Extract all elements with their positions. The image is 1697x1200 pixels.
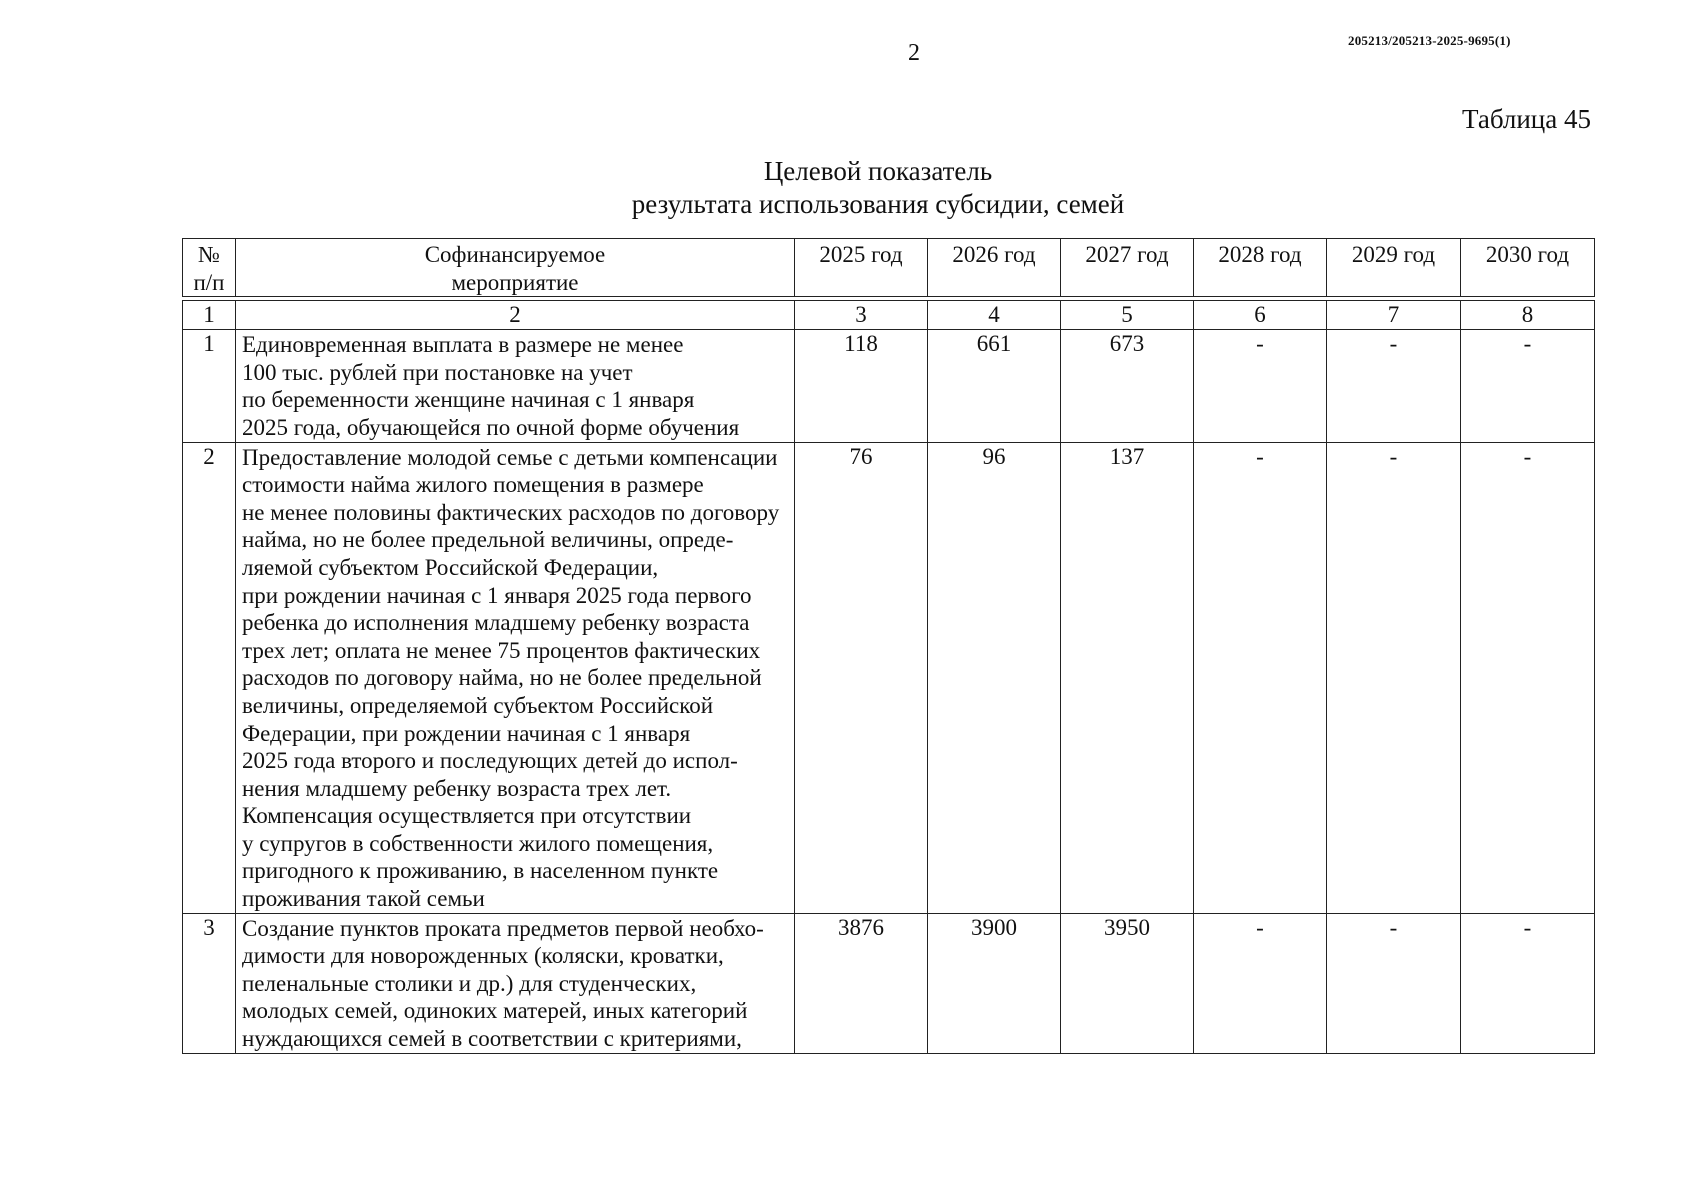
description-line: 100 тыс. рублей при постановке на учет [242, 359, 633, 385]
column-number: 7 [1327, 301, 1461, 330]
header-num-line: п/п [193, 269, 225, 295]
value-cell: 96 [928, 442, 1061, 913]
description-line: расходов по договору найма, но не более предельной [242, 665, 762, 691]
title-line: Целевой показатель [763, 156, 993, 186]
table-title [0, 155, 1697, 221]
description-line: Создание пунктов проката предметов первой необхо- [242, 915, 764, 941]
value-cell: - [1327, 442, 1461, 913]
description-line: пригодного к проживанию, в населенном пункте [242, 858, 719, 884]
title-line: результата использования субсидии, семей [631, 189, 1125, 219]
header-year: 2029 год [1327, 239, 1461, 297]
row-description [236, 330, 795, 442]
description-line: ребенка до исполнения младшему ребенку возраста [242, 610, 750, 636]
table-label: Таблица 45 [1462, 104, 1591, 134]
value-cell: 661 [928, 330, 1061, 442]
value-cell: - [1194, 330, 1327, 442]
description-line: нуждающихся семей в соответствии с критериями, [242, 1026, 742, 1052]
description-line: 2025 года, обучающейся по очной форме обучения [242, 414, 740, 440]
header-event [236, 239, 795, 297]
column-number: 8 [1461, 301, 1595, 330]
page-number: 2 [908, 40, 920, 66]
header-year: 2030 год [1461, 239, 1595, 297]
column-number: 4 [928, 301, 1061, 330]
row-number: 3 [183, 913, 236, 1053]
column-number: 5 [1061, 301, 1194, 330]
description-line: у супругов в собственности жилого помещения, [242, 830, 714, 856]
column-number: 2 [236, 301, 795, 330]
header-event-line: Софинансируемое [424, 242, 606, 267]
column-number: 3 [795, 301, 928, 330]
value-cell: - [1327, 330, 1461, 442]
header-event-line: мероприятие [451, 269, 579, 295]
value-cell: 3950 [1061, 913, 1194, 1053]
value-cell: - [1461, 442, 1595, 913]
value-cell: - [1461, 330, 1595, 442]
table-row [183, 330, 1595, 442]
header-num-line: № [198, 242, 220, 267]
value-cell: 673 [1061, 330, 1194, 442]
value-cell: 76 [795, 442, 928, 913]
row-number: 1 [183, 330, 236, 442]
description-line: нения младшему ребенку возраста трех лет. [242, 775, 672, 801]
description-line: Федерации, при рождении начиная с 1 января [242, 720, 691, 746]
description-line: по беременности женщине начиная с 1 января [242, 387, 695, 413]
header-year: 2025 год [795, 239, 928, 297]
value-cell: 118 [795, 330, 928, 442]
description-line: ляемой субъектом Российской Федерации, [242, 554, 659, 580]
value-cell: - [1461, 913, 1595, 1053]
table-row [183, 913, 1595, 1053]
description-line: при рождении начиная с 1 января 2025 года первого [242, 582, 752, 608]
header-num [183, 239, 236, 297]
column-number: 6 [1194, 301, 1327, 330]
description-line: молодых семей, одиноких матерей, иных категорий [242, 998, 748, 1024]
description-line: не менее половины фактических расходов по договору [242, 499, 780, 525]
description-line: величины, определяемой субъектом Российской [242, 692, 714, 718]
row-description [236, 442, 795, 913]
header-year: 2026 год [928, 239, 1061, 297]
header-year: 2027 год [1061, 239, 1194, 297]
header-year: 2028 год [1194, 239, 1327, 297]
description-line: стоимости найма жилого помещения в размере [242, 472, 704, 498]
description-line: Предоставление молодой семье с детьми компенсации [242, 444, 778, 470]
description-line: проживания такой семьи [242, 886, 485, 912]
description-line: Единовременная выплата в размере не менее [242, 332, 684, 358]
description-line: 2025 года второго и последующих детей до испол- [242, 748, 738, 774]
value-cell: 3900 [928, 913, 1061, 1053]
document-id: 205213/205213-2025-9695(1) [1348, 33, 1511, 48]
row-description [236, 913, 795, 1053]
value-cell: - [1194, 442, 1327, 913]
description-line: Компенсация осуществляется при отсутствии [242, 803, 692, 829]
description-line: пеленальные столики и др.) для студенческих, [242, 970, 697, 996]
value-cell: - [1327, 913, 1461, 1053]
description-line: трех лет; оплата не менее 75 процентов фактических [242, 637, 761, 663]
header-row [183, 239, 1595, 297]
column-number-row [183, 301, 1595, 330]
column-number: 1 [183, 301, 236, 330]
table-row [183, 442, 1595, 913]
description-line: димости для новорожденных (коляски, кроватки, [242, 943, 724, 969]
row-number: 2 [183, 442, 236, 913]
value-cell: 137 [1061, 442, 1194, 913]
indicator-table [182, 238, 1595, 1054]
description-line: найма, но не более предельной величины, опреде- [242, 527, 734, 553]
value-cell: 3876 [795, 913, 928, 1053]
value-cell: - [1194, 913, 1327, 1053]
